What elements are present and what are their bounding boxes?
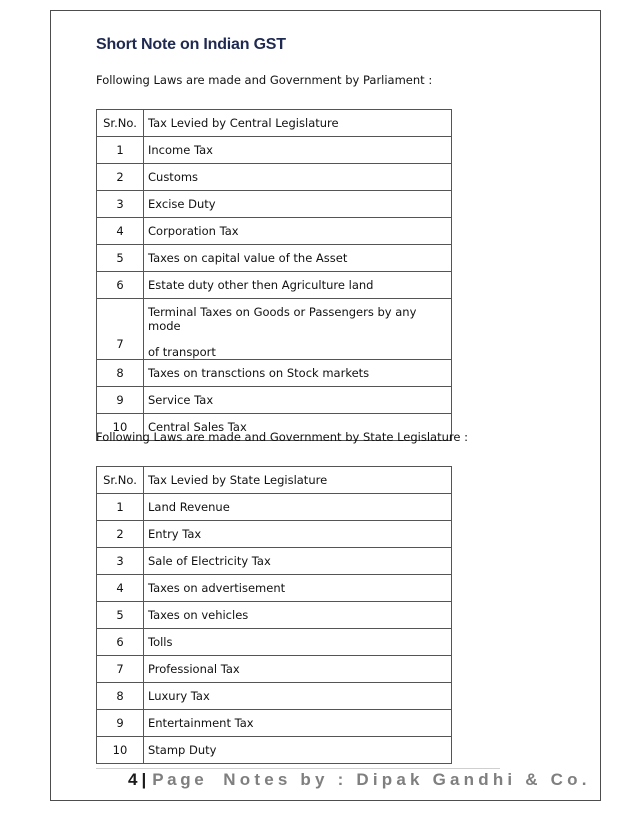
row-sr-no: 9 bbox=[97, 387, 144, 414]
page-label: Page bbox=[152, 770, 208, 789]
table-row bbox=[97, 191, 452, 218]
row-tax-name: Professional Tax bbox=[144, 656, 452, 683]
table-header-row bbox=[97, 467, 452, 494]
row-sr-no: 2 bbox=[97, 164, 144, 191]
page-footer bbox=[128, 770, 591, 790]
row-tax-name: Sale of Electricity Tax bbox=[144, 548, 452, 575]
row-tax-name bbox=[144, 299, 452, 360]
row-tax-name: Taxes on transctions on Stock markets bbox=[144, 360, 452, 387]
row-tax-name: Excise Duty bbox=[144, 191, 452, 218]
row-sr-no: 5 bbox=[97, 602, 144, 629]
row-tax-name: Taxes on vehicles bbox=[144, 602, 452, 629]
table-row bbox=[97, 137, 452, 164]
footer-separator: | bbox=[141, 770, 147, 789]
row-tax-name: Taxes on capital value of the Asset bbox=[144, 245, 452, 272]
row-tax-name: Income Tax bbox=[144, 137, 452, 164]
row-sr-no: 3 bbox=[97, 191, 144, 218]
table-row bbox=[97, 575, 452, 602]
row-sr-no: 4 bbox=[97, 218, 144, 245]
row-tax-name: Service Tax bbox=[144, 387, 452, 414]
row-sr-no: 6 bbox=[97, 629, 144, 656]
row-sr-no: 7 bbox=[97, 299, 144, 360]
table-row bbox=[97, 737, 452, 764]
row-sr-no: 1 bbox=[97, 137, 144, 164]
row-tax-name-line-2: of transport bbox=[148, 345, 216, 359]
row-sr-no: 8 bbox=[97, 360, 144, 387]
row-tax-name: Customs bbox=[144, 164, 452, 191]
central-tax-table bbox=[96, 109, 452, 441]
row-tax-name: Luxury Tax bbox=[144, 683, 452, 710]
table-row bbox=[97, 683, 452, 710]
row-sr-no: 8 bbox=[97, 683, 144, 710]
row-tax-name: Land Revenue bbox=[144, 494, 452, 521]
row-sr-no: 5 bbox=[97, 245, 144, 272]
table-row bbox=[97, 218, 452, 245]
page-title: Short Note on Indian GST bbox=[96, 36, 286, 53]
table-row bbox=[97, 494, 452, 521]
row-tax-name-line-1: Terminal Taxes on Goods or Passengers by any mode bbox=[148, 305, 417, 333]
footer-divider bbox=[96, 768, 500, 769]
table-row bbox=[97, 245, 452, 272]
table-row bbox=[97, 299, 452, 360]
header-tax-levied: Tax Levied by Central Legislature bbox=[144, 110, 452, 137]
header-sr-no: Sr.No. bbox=[97, 110, 144, 137]
page-number: 4 bbox=[128, 770, 138, 789]
row-sr-no: 7 bbox=[97, 656, 144, 683]
table-row bbox=[97, 521, 452, 548]
table-row bbox=[97, 602, 452, 629]
row-tax-name: Estate duty other then Agriculture land bbox=[144, 272, 452, 299]
header-sr-no: Sr.No. bbox=[97, 467, 144, 494]
table-row bbox=[97, 629, 452, 656]
intro-central-text: Following Laws are made and Government by Parliament : bbox=[96, 73, 433, 87]
row-tax-name: Entertainment Tax bbox=[144, 710, 452, 737]
row-sr-no: 3 bbox=[97, 548, 144, 575]
table-row bbox=[97, 710, 452, 737]
table-row bbox=[97, 387, 452, 414]
row-tax-name: Central Sales Tax bbox=[144, 414, 452, 441]
row-sr-no: 10 bbox=[97, 414, 144, 441]
table-row bbox=[97, 360, 452, 387]
row-tax-name: Tolls bbox=[144, 629, 452, 656]
row-tax-name: Stamp Duty bbox=[144, 737, 452, 764]
header-tax-levied: Tax Levied by State Legislature bbox=[144, 467, 452, 494]
row-sr-no: 6 bbox=[97, 272, 144, 299]
row-sr-no: 4 bbox=[97, 575, 144, 602]
table-row bbox=[97, 272, 452, 299]
row-sr-no: 9 bbox=[97, 710, 144, 737]
row-tax-name: Entry Tax bbox=[144, 521, 452, 548]
row-sr-no: 10 bbox=[97, 737, 144, 764]
table-row bbox=[97, 656, 452, 683]
intro-state-text: Following Laws are made and Government by State Legislature : bbox=[96, 430, 468, 444]
row-tax-name: Taxes on advertisement bbox=[144, 575, 452, 602]
row-sr-no: 1 bbox=[97, 494, 144, 521]
table-row bbox=[97, 548, 452, 575]
footer-notes: Notes by : Dipak Gandhi & Co. bbox=[223, 770, 591, 789]
row-sr-no: 2 bbox=[97, 521, 144, 548]
table-header-row bbox=[97, 110, 452, 137]
state-tax-table bbox=[96, 466, 452, 764]
row-tax-name: Corporation Tax bbox=[144, 218, 452, 245]
table-row bbox=[97, 164, 452, 191]
